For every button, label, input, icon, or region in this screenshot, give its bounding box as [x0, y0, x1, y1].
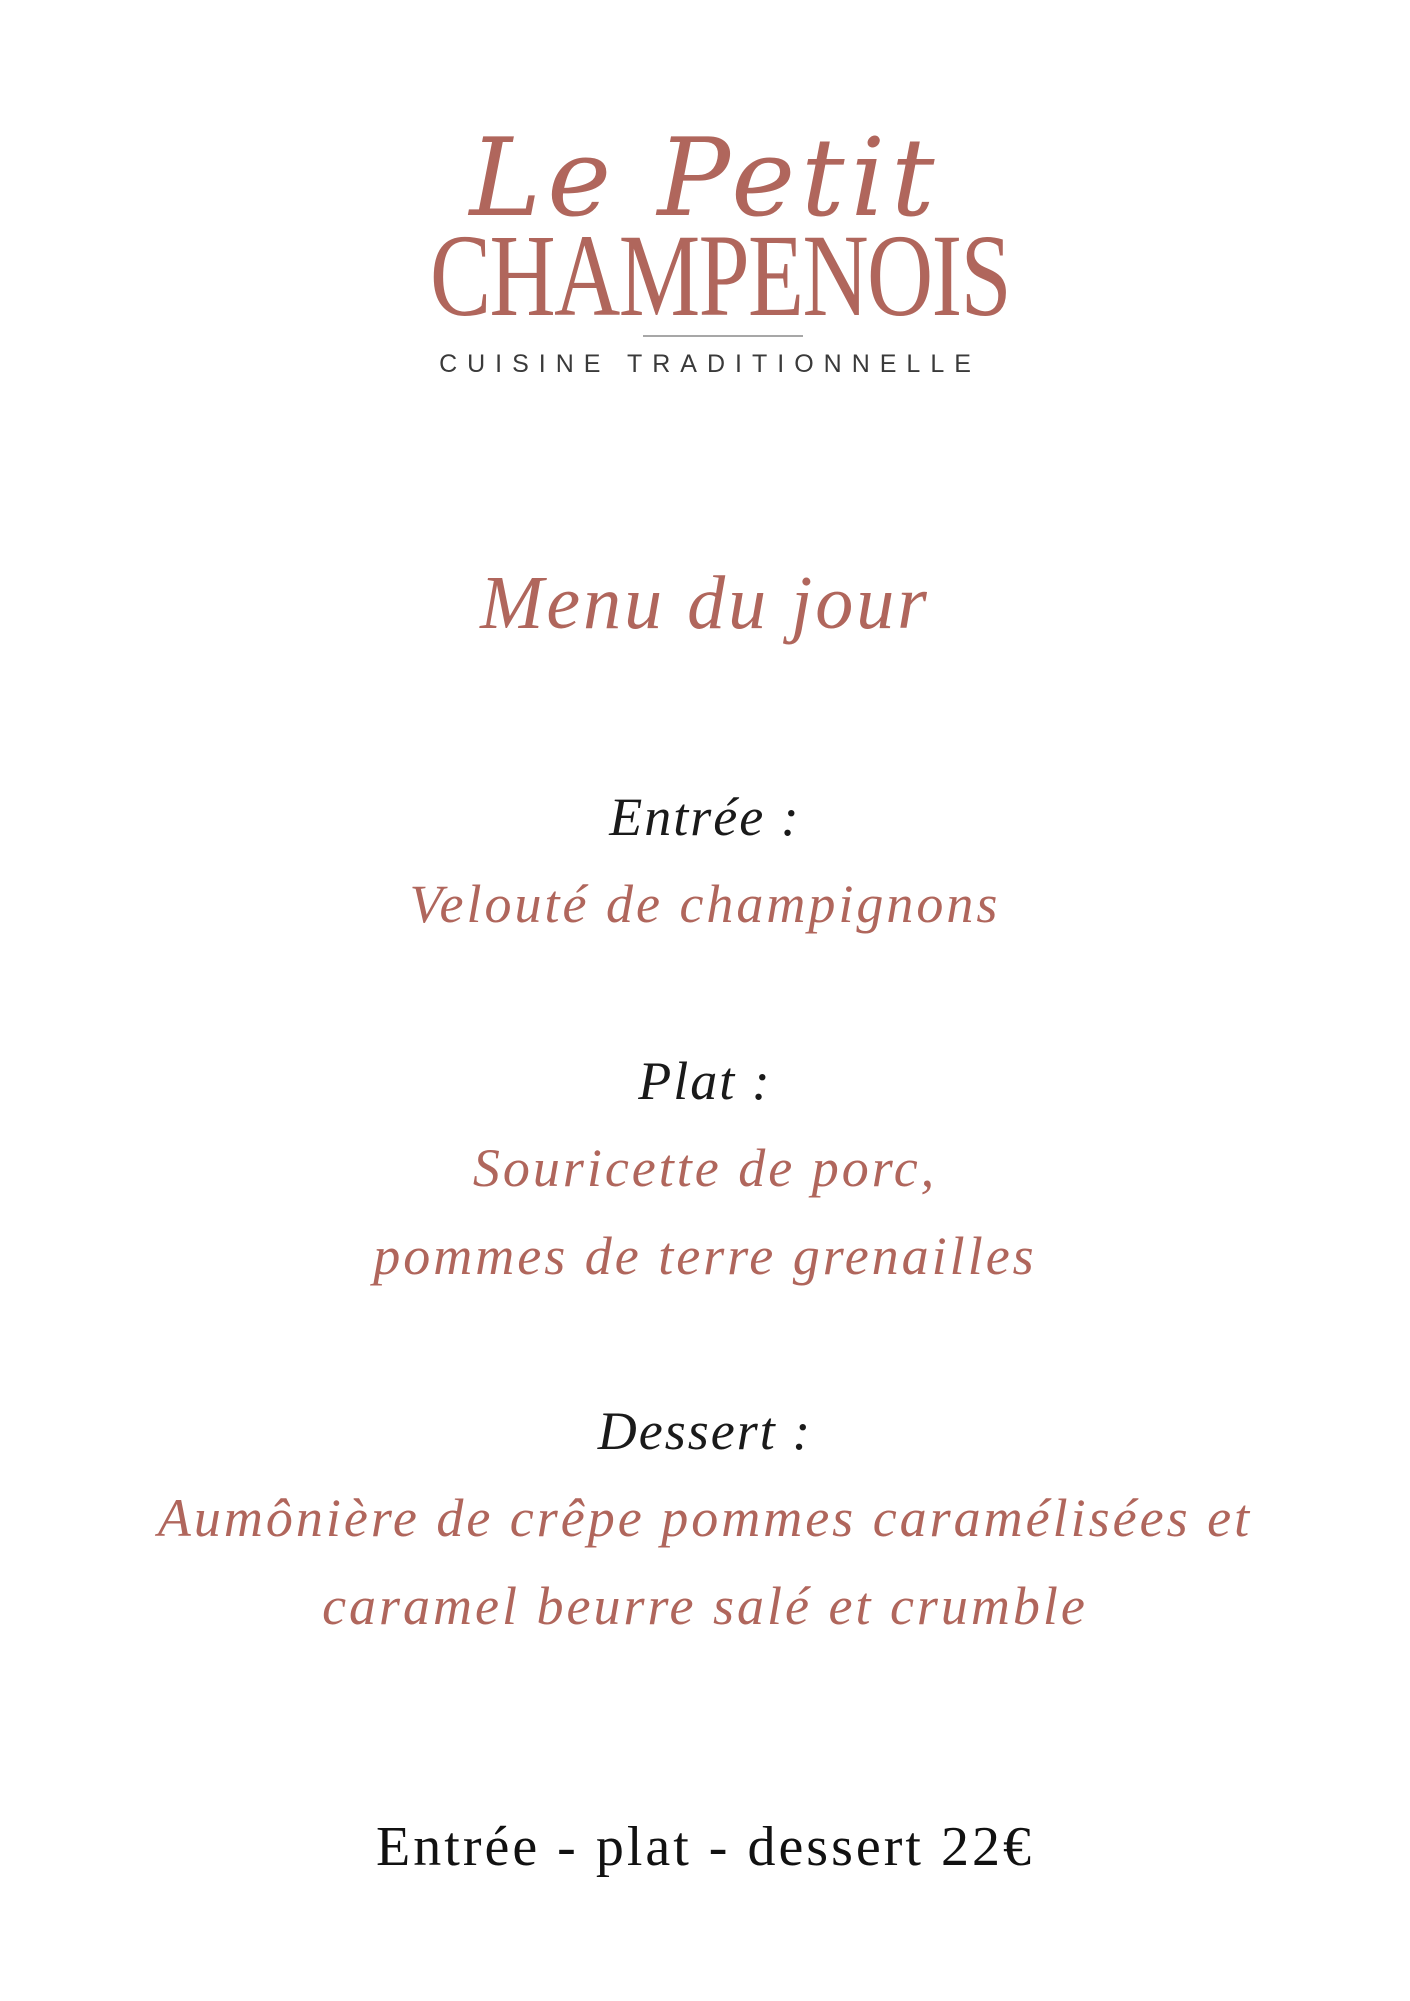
dish-line: Velouté de champignons [409, 874, 1001, 934]
logo-script-text: Le Petit [469, 116, 941, 241]
restaurant-logo [0, 110, 1410, 390]
menu-title: Menu du jour [480, 561, 930, 645]
course-dish-plat [0, 1124, 1410, 1300]
course-dish-entree [0, 860, 1410, 948]
course-label-plat: Plat : [638, 1051, 772, 1111]
dish-line: Aumônière de crêpe pommes caramélisées et [157, 1488, 1253, 1548]
menu-price: Entrée - plat - dessert 22€ [376, 1816, 1034, 1878]
dish-line: Souricette de porc, [472, 1138, 938, 1198]
restaurant-tagline: CUISINE TRADITIONNELLE [439, 350, 981, 378]
dish-line: caramel beurre salé et crumble [322, 1576, 1088, 1636]
logo-name-text: CHAMPENOIS [430, 210, 1010, 341]
course-label-dessert: Dessert : [597, 1401, 813, 1461]
logo-graphic [0, 110, 1410, 390]
course-label-entree: Entrée : [609, 787, 801, 847]
dish-line: pommes de terre grenailles [373, 1226, 1037, 1286]
course-dish-dessert [0, 1474, 1410, 1650]
